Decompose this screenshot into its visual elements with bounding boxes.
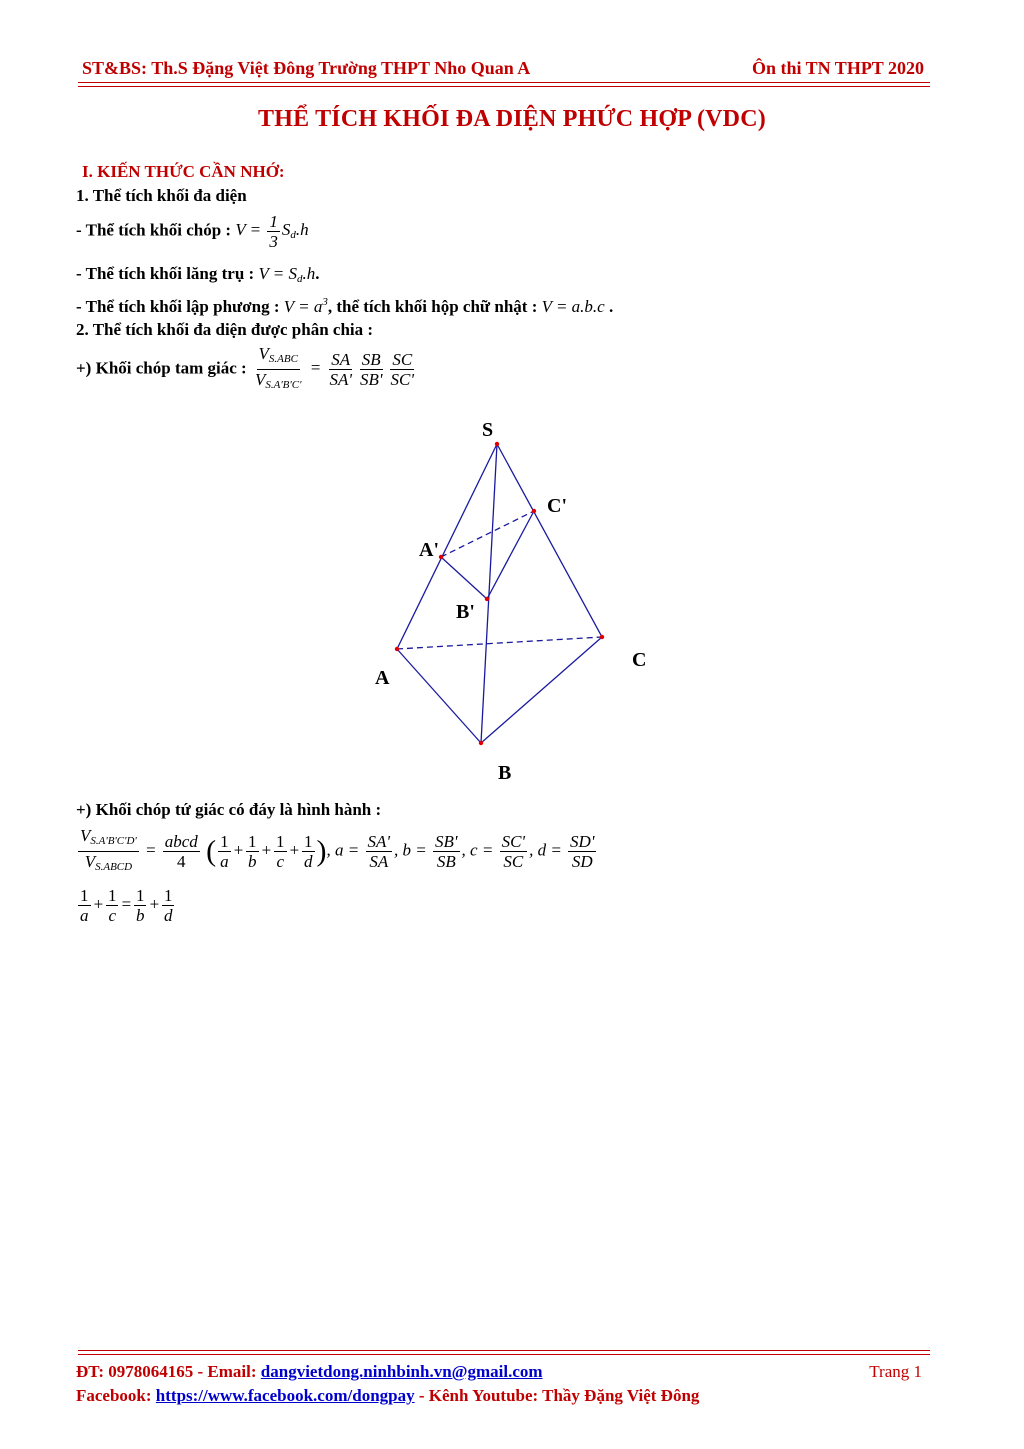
label-s: S: [482, 419, 494, 441]
pyramid-label: - Thể tích khối chóp :: [76, 220, 236, 240]
triangular-label: +) Khối chóp tam giác :: [76, 358, 247, 378]
cube-formula: $V = a^3$: [283, 296, 328, 316]
figure-edges: [397, 444, 602, 743]
point-c1: [532, 509, 536, 513]
label-c: C: [632, 649, 647, 671]
section-heading: I. KIẾN THỨC CẦN NHỚ:: [82, 162, 285, 181]
point-a1: [439, 555, 443, 559]
point-b: [479, 741, 483, 745]
header-right: Ôn thi TN THPT 2020: [751, 58, 924, 78]
edge-a1c1-hidden: [441, 511, 534, 557]
quadrilateral-label: +) Khối chóp tứ giác có đáy là hình hành :: [76, 800, 382, 819]
edge-b1c1: [487, 511, 534, 599]
footer-rule: [78, 1350, 930, 1351]
edge-bc: [481, 637, 602, 743]
page-header: [82, 58, 928, 82]
box-label: , thể tích khối hộp chữ nhật :: [327, 297, 542, 316]
footer-social: [76, 1386, 699, 1406]
item-1-heading: 1. Thể tích khối đa diện: [76, 186, 247, 205]
facebook-link[interactable]: https://www.facebook.com/dongpay: [155, 1386, 415, 1405]
prism-label: - Thể tích khối lăng trụ :: [76, 264, 259, 283]
edge-sa: [397, 444, 497, 649]
footer-youtube: - Kênh Youtube: Thầy Đặng Việt Đông: [414, 1386, 700, 1405]
edge-sc: [497, 444, 602, 637]
header-rule-2: [78, 86, 930, 87]
point-a: [395, 647, 399, 651]
prism-formula: $V = S_d.h$: [258, 264, 316, 285]
label-b-prime: B': [456, 601, 475, 623]
item-2-heading: 2. Thể tích khối đa diện được phân chia :: [76, 320, 374, 339]
footer-rule-2: [78, 1354, 930, 1355]
reciprocal-relation: $\frac{1}{a}$ + $\frac{1}{c}$ = $\frac{1}{b}$ + $\frac{1}{d}$: [80, 886, 173, 925]
tetrahedron-figure: [360, 410, 680, 790]
edge-sb: [481, 444, 497, 743]
footer-phone-label: ĐT: 0978064165 - Email:: [76, 1362, 261, 1381]
point-c: [600, 635, 604, 639]
pyramid-volume-line: [76, 212, 309, 251]
label-b: B: [498, 762, 512, 784]
quadrilateral-heading-line: [76, 800, 381, 820]
page-number: Trang 1: [869, 1362, 922, 1381]
triangular-ratio-line: [76, 344, 418, 395]
label-a-prime: A': [419, 539, 439, 561]
footer-contact: [76, 1362, 543, 1382]
edge-ac-hidden: [397, 637, 602, 649]
footer-fb-label: Facebook:: [76, 1386, 156, 1405]
cube-label: - Thể tích khối lập phương :: [76, 297, 284, 316]
prism-volume-line: - Thể tích khối lăng trụ : $V = S_d.h$.: [76, 264, 320, 285]
edge-ab: [397, 649, 481, 743]
cube-volume-line: - Thể tích khối lập phương : $V = a^3$, thể tích khối hộp chữ nhật : V = a.b.c .: [76, 296, 614, 316]
point-b1: [485, 597, 489, 601]
label-c-prime: C': [547, 495, 567, 517]
figure-points: [395, 442, 604, 745]
box-formula: V = a.b.c: [541, 297, 605, 316]
header-left: ST&BS: Th.S Đặng Việt Đông Trường THPT Nho Quan A: [82, 58, 531, 78]
email-link[interactable]: dangvietdong.ninhbinh.vn@gmail.com: [260, 1362, 543, 1381]
page-title: THỂ TÍCH KHỐI ĐA DIỆN PHỨC HỢP (VDC): [258, 106, 766, 132]
pyramid-formula: V = $\frac{1}{3}$ $S_d.h$: [235, 212, 309, 251]
point-s: [495, 442, 499, 446]
triangular-formula: $\frac{V_{S.ABC}}{V_{S.A'B'C'}}$ = $\frac{SA}{SA'}$ $\frac{SB}{SB'}$ $\frac{SC}{SC'}$: [254, 344, 414, 391]
label-a: A: [375, 667, 390, 689]
quadrilateral-formula: $\frac{V_{S.A'B'C'D'}}{V_{S.ABCD}}$ = $\frac{\text{abcd}}{4}$ ( $\frac{1}{a}$ + $\frac{1}{b}$ + $\frac{1}{c}$ + $\frac{1}{d}$ ), a = $\frac{SA'}{SA}$ , b = $\frac{SB'}{SB}$ , c = $\frac{SC'}{SC}$ , d = $\frac{SD'}{SD}$: [80, 826, 595, 873]
edge-a1b1: [441, 557, 487, 599]
header-rule: [78, 82, 930, 83]
